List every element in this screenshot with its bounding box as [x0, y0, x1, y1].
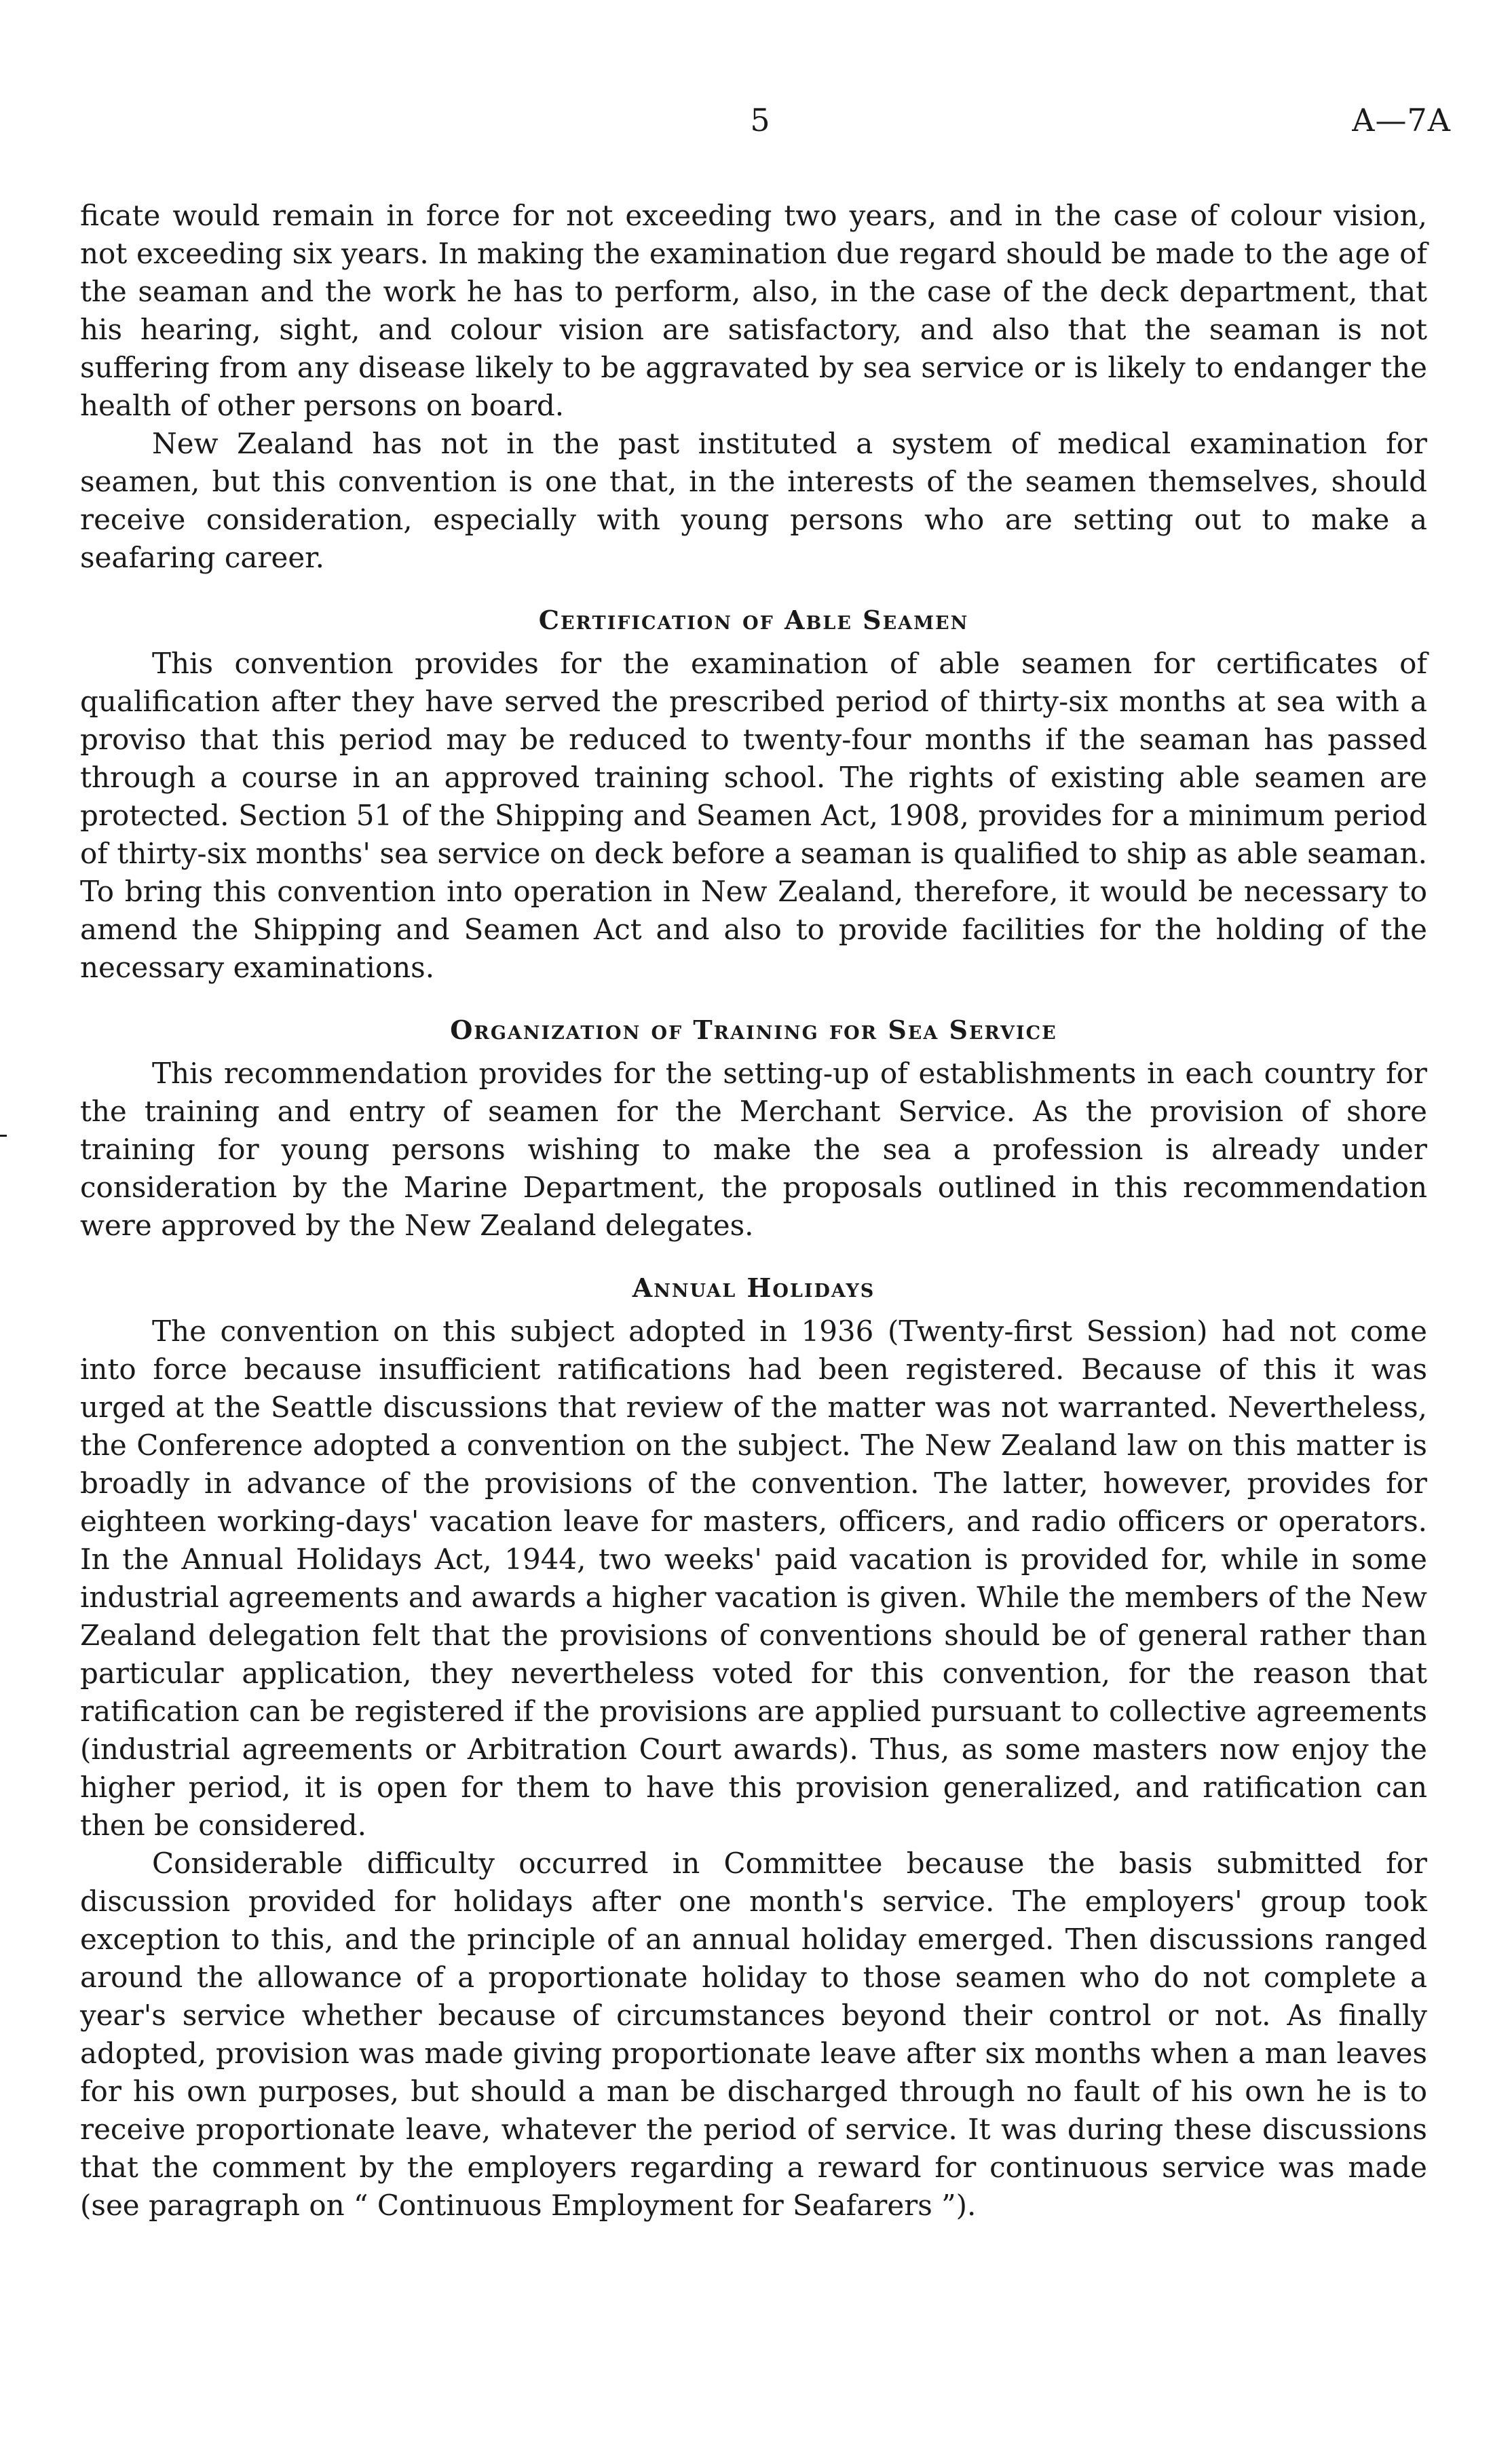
heading-certification-able-seamen: Certification of Able Seamen — [538, 605, 969, 635]
heading-annual-holidays: Annual Holidays — [632, 1272, 875, 1303]
paragraph-annual-holidays: The convention on this subject adopted in 1936 (Twenty-first Session) had not come into force because insufficient ratifications had been registered. Because of this it was urged at the Seattle discussions that review of the matter was not warranted. Nevertheless, the Conference adopted a convention on the subject. The New Zealand law on this matter is broadly in advance of the provisions of the convention. The latter, however, provides for eighteen working-days' vacation leave for masters, officers, and radio officers or operators. In the Annual Holidays Act, 1944, two weeks' paid vacation is provided for, while in some industrial agreements and awards a higher vacation is given. While the members of the New Zealand delegation felt that the provisions of conventions should be of general rather than particular application, they nevertheless voted for this convention, for the reason that ratification can be registered if the provisions are applied pursuant to collective agreements (industrial agreements or Arbitration Court awards). Thus, as some masters now enjoy the higher period, it is open for them to have this provision generalized, and ratification can then be considered. — [80, 1315, 1427, 1842]
paragraph-committee-difficulty: Considerable difficulty occurred in Committee because the basis submitted for discussion provided for holidays after one month's service. The employers' group took exception to this, and the principle of an annual holiday emerged. Then discussions ranged around the allowance of a proportionate holiday to those seamen who do not complete a year's service whether because of circumstances beyond their control or not. As finally adopted, provision was made giving proportionate leave after six months when a man leaves for his own purposes, but should a man be discharged through no fault of his own he is to receive proportionate leave, whatever the period of service. It was during these discussions that the comment by the employers regarding a reward for continuous service was made (see paragraph on “ Continuous Employment for Seafarers ”). — [80, 1847, 1427, 2222]
heading-organization-training: Organization of Training for Sea Service — [450, 1015, 1057, 1045]
paragraph-certification: This convention provides for the examination of able seamen for certificates of qualification after they have served the prescribed period of thirty-six months at sea with a proviso that this period may be reduced to twenty-four months if the seaman has passed through a course in an approved training school. The rights of existing able seamen are protected. Section 51 of the Shipping and Seamen Act, 1908, provides for a minimum period of thirty-six months' sea service on deck before a seaman is qualified to ship as able seaman. To bring this convention into operation in New Zealand, therefore, it would be necessary to amend the Shipping and Seamen Act and also to provide facilities for the holding of the necessary examinations. — [80, 647, 1427, 984]
margin-mark — [0, 1135, 7, 1137]
paragraph-medical-examination-continued: ficate would remain in force for not exceeding two years, and in the case of colour vision, not exceeding six years. In making the examination due regard should be made to the age of the seaman and the work he has to perform, also, in the case of the deck department, that his hearing, sight, and colour vision are satisfactory, and also that the seaman is not suffering from any disease likely to be aggravated by sea service or is likely to endanger the health of other persons on board. — [80, 199, 1427, 422]
document-reference: A—7A — [1352, 102, 1451, 138]
paragraph-training: This recommendation provides for the setting-up of establishments in each country for the training and entry of seamen for the Merchant Service. As the provision of shore training for young persons wishing to make the sea a profession is already under consideration by the Marine Department, the proposals outlined in this recommendation were approved by the New Zealand delegates. — [80, 1057, 1427, 1242]
paragraph-new-zealand-medical: New Zealand has not in the past instituted a system of medical examination for seamen, but this convention is one that, in the interests of the seamen themselves, should receive consideration, especially with young persons who are setting out to make a seafaring career. — [80, 427, 1427, 574]
document-body — [80, 197, 1427, 2225]
page-number: 5 — [750, 102, 770, 138]
